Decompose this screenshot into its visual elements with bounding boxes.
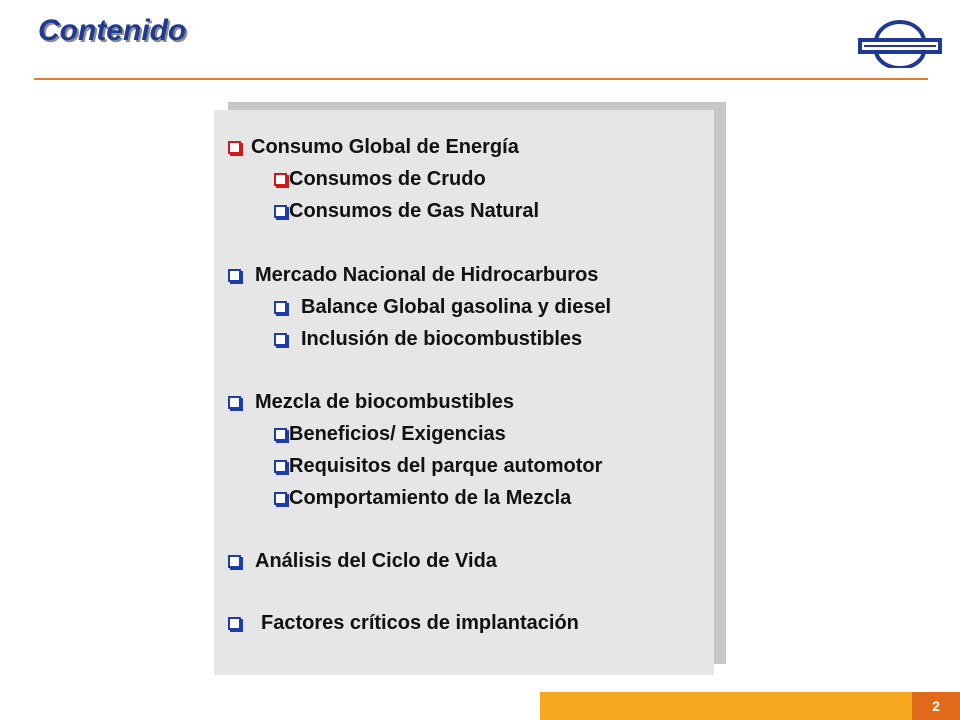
agenda-subitem-consumos-crudo: Consumos de Crudo: [274, 168, 486, 191]
agenda-subitem-inclusion-biocombustibles: Inclusión de biocombustibles: [274, 328, 582, 351]
footer-bar: [540, 692, 912, 720]
blue-checkbox-icon: [228, 269, 241, 282]
red-checkbox-icon: [228, 141, 241, 154]
agenda-box: [214, 110, 714, 675]
blue-checkbox-icon: [228, 555, 241, 568]
blue-checkbox-icon: [274, 492, 287, 505]
blue-checkbox-icon: [274, 333, 287, 346]
red-checkbox-icon: [274, 173, 287, 186]
pipeline-logo-icon: [858, 20, 942, 68]
agenda-subitem-beneficios: Beneficios/ Exigencias: [274, 423, 506, 446]
slide-title: Contenido: [38, 14, 187, 47]
page-number: 2: [912, 692, 960, 720]
blue-checkbox-icon: [274, 428, 287, 441]
blue-checkbox-icon: [228, 396, 241, 409]
agenda-item-mercado-nacional: Mercado Nacional de Hidrocarburos: [228, 264, 598, 287]
agenda-item-analisis-ciclo: Análisis del Ciclo de Vida: [228, 550, 497, 573]
agenda-subitem-balance-global: Balance Global gasolina y diesel: [274, 296, 611, 319]
agenda-item-factores-criticos: Factores críticos de implantación: [228, 612, 579, 635]
blue-checkbox-icon: [274, 301, 287, 314]
agenda-subitem-comportamiento: Comportamiento de la Mezcla: [274, 487, 571, 510]
blue-checkbox-icon: [274, 460, 287, 473]
agenda-item-consumo-global: Consumo Global de Energía: [228, 136, 519, 159]
blue-checkbox-icon: [228, 617, 241, 630]
agenda-item-mezcla: Mezcla de biocombustibles: [228, 391, 514, 414]
agenda-subitem-consumos-gas: Consumos de Gas Natural: [274, 200, 539, 223]
blue-checkbox-icon: [274, 205, 287, 218]
agenda-subitem-requisitos: Requisitos del parque automotor: [274, 455, 602, 478]
title-divider: [34, 78, 928, 80]
